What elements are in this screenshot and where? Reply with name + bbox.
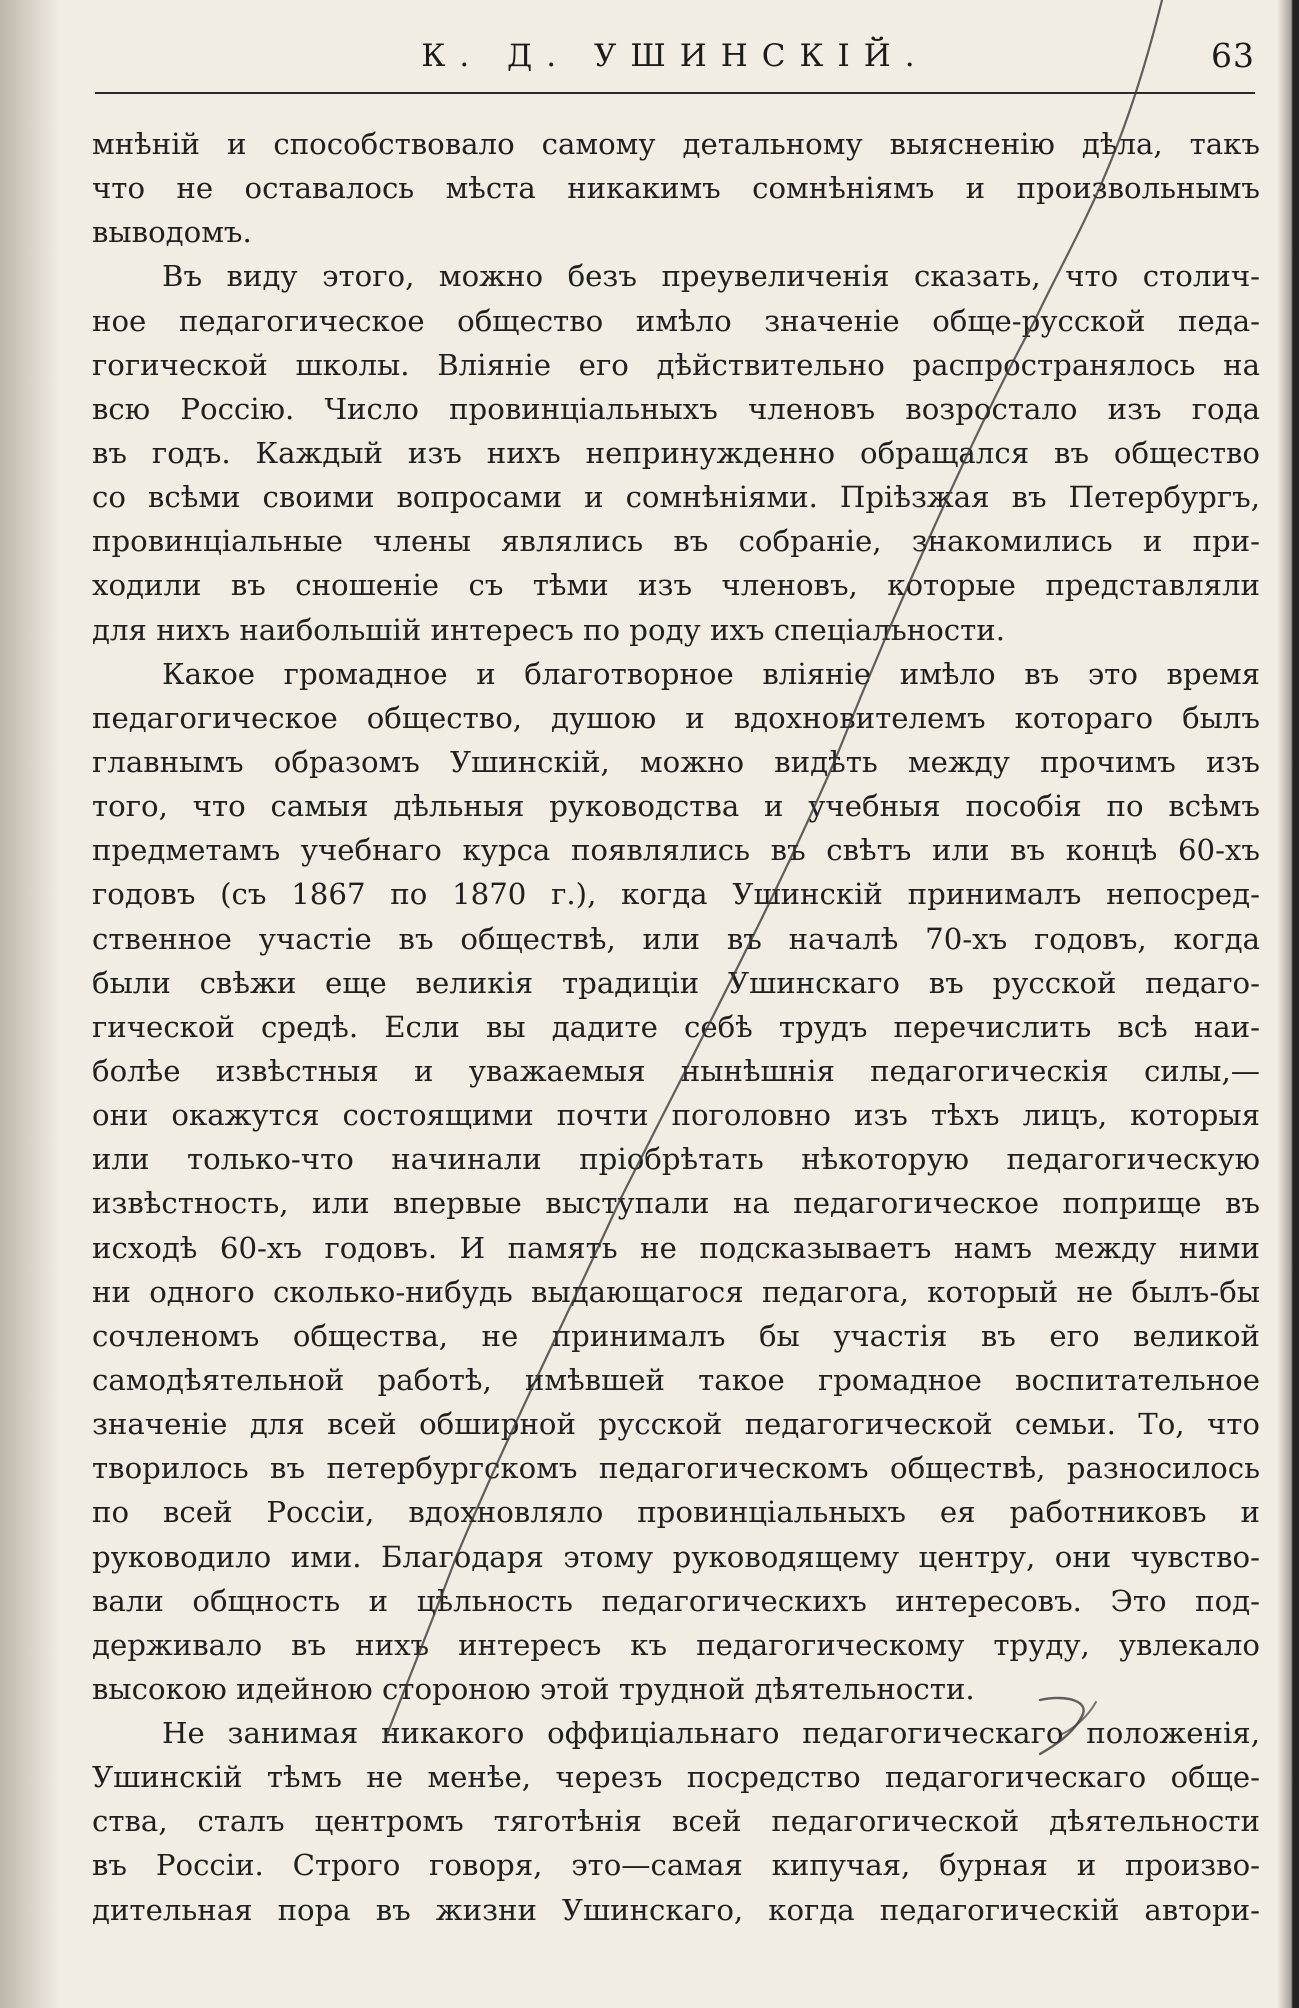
text-line: творилось въ петербургскомъ педагогическомъ обществѣ, разносилось: [92, 1451, 1260, 1486]
text-line: ни одного сколько-нибудь выдающагося педагога, который не былъ-бы: [92, 1274, 1260, 1309]
text-line: самодѣятельной работѣ, имѣвшей такое громадное воспитательное: [92, 1362, 1260, 1397]
text-line: руководило ими. Благодаря этому руководящему центру, они чувство-: [92, 1539, 1260, 1574]
body-text: [92, 122, 1260, 1932]
text-line: ственное участіе въ обществѣ, или въ началѣ 70-хъ годовъ, когда: [92, 921, 1260, 956]
text-line: ное педагогическое общество имѣло значеніе обще-русской педа-: [92, 303, 1260, 338]
text-line: въ годъ. Каждый изъ нихъ непринужденно обращался въ общество: [92, 435, 1260, 470]
text-line: провинціальные члены являлись въ собраніе, знакомились и при-: [92, 524, 1260, 559]
text-line: Ушинскій тѣмъ не менѣе, черезъ посредство педагогическаго обще-: [92, 1760, 1260, 1795]
text-line: по всей Россіи, вдохновляло провинціальныхъ ея работниковъ и: [92, 1495, 1260, 1530]
paragraph-first-line: Какое громадное и благотворное вліяніе имѣло въ это время: [162, 656, 1260, 691]
page-number: 63: [1211, 36, 1255, 75]
text-line: въ Россіи. Строго говоря, это—самая кипучая, бурная и произво-: [92, 1848, 1260, 1883]
paragraph-first-line: Не занимая никакого оффиціальнаго педагогическаго положенія,: [162, 1716, 1260, 1751]
text-line: главнымъ образомъ Ушинскій, можно видѣть между прочимъ изъ: [92, 744, 1260, 779]
text-line: держивало въ нихъ интересъ къ педагогическому труду, увлекало: [92, 1627, 1260, 1662]
text-line: значеніе для всей обширной русской педагогической семьи. То, что: [92, 1407, 1260, 1442]
text-line: дительная пора въ жизни Ушинскаго, когда педагогическій автори-: [92, 1892, 1260, 1927]
text-line: они окажутся состоящими почти поголовно изъ тѣхъ лицъ, которыя: [92, 1098, 1260, 1133]
text-line: ства, сталъ центромъ тяготѣнія всей педагогической дѣятельности: [92, 1804, 1260, 1839]
page-gutter-shadow: [0, 0, 60, 2008]
text-line: предметамъ учебнаго курса появлялись въ свѣтъ или въ концѣ 60-хъ: [92, 833, 1260, 868]
text-line: для нихъ наибольшій интересъ по роду ихъ спеціальности.: [92, 612, 1005, 647]
text-line: были свѣжи еще великія традиціи Ушинскаго въ русской педаго-: [92, 965, 1260, 1000]
page-edge-shadow: [1277, 0, 1299, 2008]
text-line: ходили въ сношеніе съ тѣми изъ членовъ, которые представляли: [92, 568, 1260, 603]
running-head: К. Д. УШИНСКІЙ.: [421, 38, 929, 74]
text-line: всю Россію. Число провинціальныхъ членовъ возростало изъ года: [92, 391, 1260, 426]
page-header: [95, 28, 1255, 90]
text-line: или только-что начинали пріобрѣтать нѣкоторую педагогическую: [92, 1142, 1260, 1177]
text-line: высокою идейною стороною этой трудной дѣятельности.: [92, 1671, 975, 1706]
text-line: гической средѣ. Если вы дадите себѣ трудъ перечислить всѣ наи-: [92, 1009, 1260, 1044]
text-line: выводомъ.: [92, 215, 252, 250]
text-line: что не оставалось мѣста никакимъ сомнѣніямъ и произвольнымъ: [92, 171, 1260, 206]
text-line: сочленомъ общества, не принималъ бы участія въ его великой: [92, 1318, 1260, 1353]
text-line: вали общность и цѣльность педагогическихъ интересовъ. Это под-: [92, 1583, 1260, 1618]
text-line: мнѣній и способствовало самому детальному выясненію дѣла, такъ: [92, 127, 1260, 161]
header-rule: [95, 92, 1255, 94]
text-line: болѣе извѣстныя и уважаемыя нынѣшнія педагогическія силы,—: [92, 1053, 1260, 1088]
text-line: гогической школы. Вліяніе его дѣйствительно распространялось на: [92, 347, 1260, 382]
text-line: годовъ (съ 1867 по 1870 г.), когда Ушинскій принималъ непосред-: [92, 877, 1260, 912]
text-line: того, что самыя дѣльныя руководства и учебныя пособія по всѣмъ: [92, 789, 1260, 824]
text-line: исходѣ 60-хъ годовъ. И память не подсказываетъ намъ между ними: [92, 1230, 1260, 1265]
text-line: педагогическое общество, душою и вдохновителемъ котораго былъ: [92, 700, 1260, 735]
text-line: извѣстность, или впервые выступали на педагогическое поприще въ: [92, 1186, 1260, 1221]
paragraph-first-line: Въ виду этого, можно безъ преувеличенія сказать, что столич-: [162, 259, 1260, 294]
text-line: со всѣми своими вопросами и сомнѣніями. Пріѣзжая въ Петербургъ,: [92, 480, 1260, 515]
